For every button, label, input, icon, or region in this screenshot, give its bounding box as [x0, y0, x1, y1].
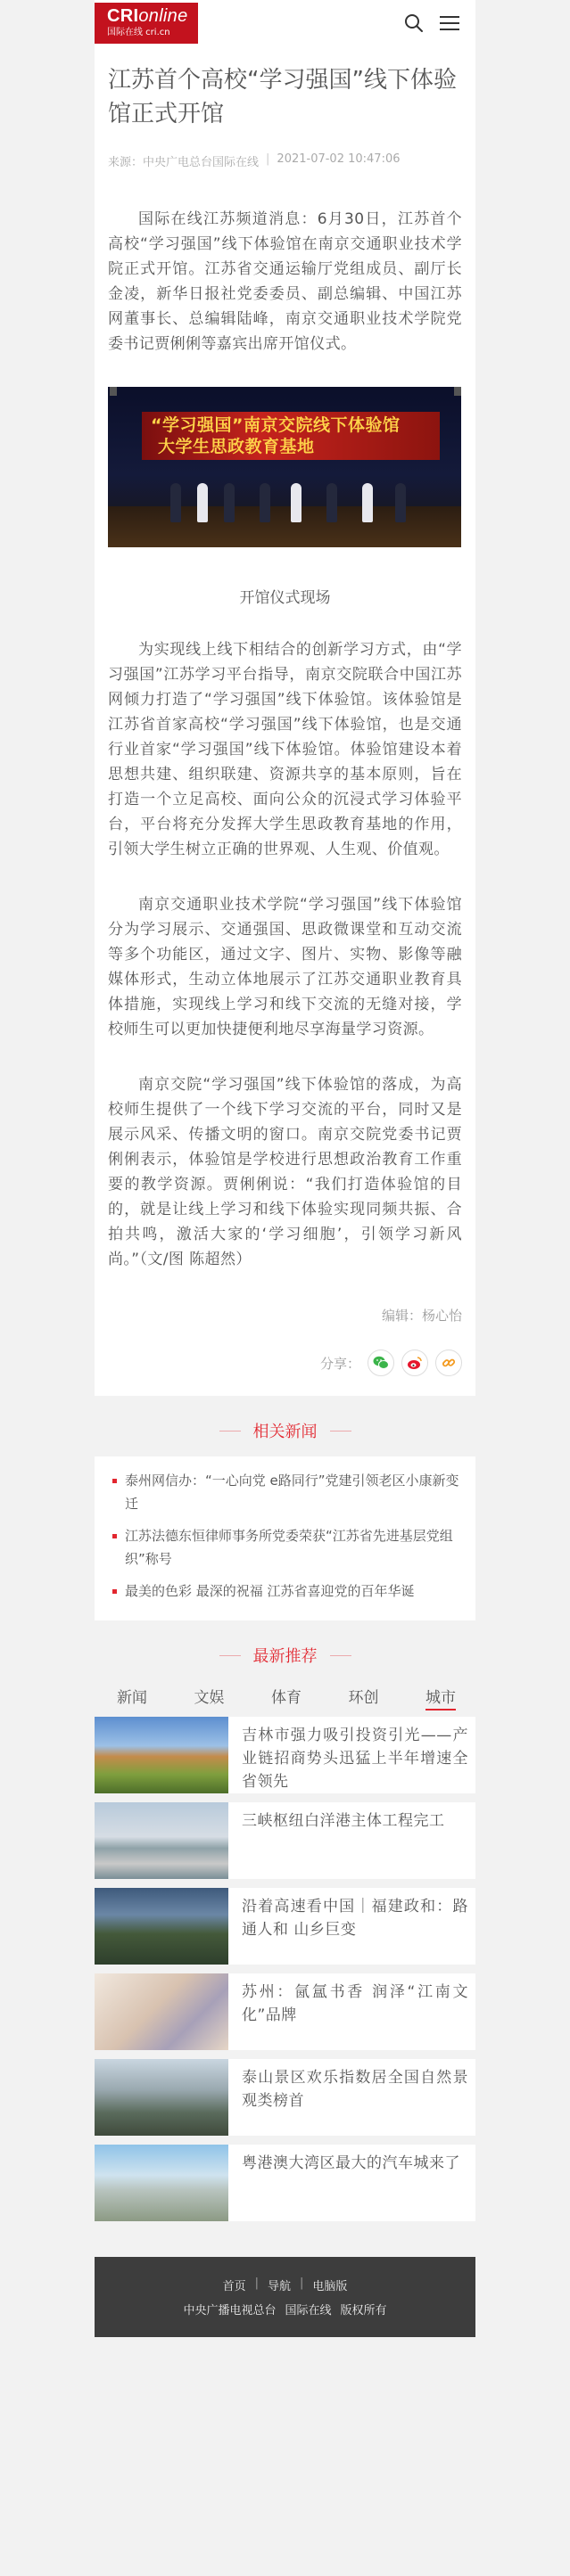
news-thumbnail [95, 2145, 228, 2221]
source-label: 来源：中央广电总台国际在线 [108, 156, 260, 169]
footer-link-desktop[interactable]: 电脑版 [312, 2280, 348, 2293]
news-thumbnail [95, 1973, 228, 2050]
recommend-list [95, 1717, 475, 2221]
recommend-heading: 最新推荐 [95, 1644, 475, 1667]
article-paragraph: 南京交院“学习强国”线下体验馆的落成，为高校师生提供了一个线下学习交流的平台，同时又是展示风采、传播文明的窗口。南京交院党委书记贾俐俐表示，体验馆是学校进行思想政治教育工作重要的教学资源。贾俐俐说：“我们打造体验馆的目的，就是让线上学习和线下体验实现同频共振、合拍共鸣，激活大家的‘学习细胞’，引领学习新风尚。”（文/图 陈超然） [108, 1076, 462, 1268]
photo-caption: 开馆仪式现场 [239, 589, 331, 607]
menu-icon[interactable] [440, 15, 459, 31]
article-paragraph: 南京交通职业技术学院“学习强国”线下体验馆分为学习展示、交通强国、思政微课堂和互动交流等多个功能区，通过文字、图片、实物、影像等融媒体形式，生动立体地展示了江苏交通职业教育具体措施，实现线上学习和线下交流的无缝对接，学校师生可以更加快捷便利地尽享海量学习资源。 [108, 896, 462, 1038]
logo-wordmark: CRIonline [107, 6, 188, 26]
top-bar [95, 0, 475, 45]
tab-environment[interactable]: 环创 [348, 1689, 379, 1707]
news-thumbnail [95, 1802, 228, 1879]
photo-banner-text: “学习强国”南京交院线下体验馆 [151, 415, 401, 435]
news-thumbnail [95, 2059, 228, 2136]
link-icon[interactable] [435, 1350, 462, 1376]
weibo-icon[interactable] [401, 1350, 428, 1376]
publish-time: 2021-07-02 10:47:06 [277, 152, 401, 166]
article-paragraph: 国际在线江苏频道消息：6月30日，江苏首个高校“学习强国”线下体验馆在南京交通职业技术学院正式开馆。江苏省交通运输厅党组成员、副厅长金凌，新华日报社党委委员、副总编辑、中国江苏网董事长、总编辑陆峰，南京交通职业技术学院党委书记贾俐俐等嘉宾出席开馆仪式。 [108, 210, 462, 353]
list-item[interactable] [95, 1888, 475, 1965]
share-label: 分享： [319, 1355, 360, 1372]
article-photo [108, 387, 461, 547]
news-title: 沿着高速看中国｜福建政和：路通人和 山乡巨变 [242, 1898, 468, 1939]
tab-news[interactable]: 新闻 [117, 1689, 147, 1707]
tab-entertainment[interactable]: 文娱 [194, 1689, 225, 1707]
list-item[interactable] [95, 1973, 475, 2050]
article-meta [108, 152, 462, 169]
site-logo[interactable] [95, 3, 198, 44]
footer-separator: | [300, 2277, 304, 2290]
article-title: 江苏首个高校“学习强国”线下体验馆正式开馆 [108, 67, 457, 127]
related-news-heading: 相关新闻 [95, 1419, 475, 1442]
list-item[interactable]: 泰州网信办：“一心向党 e路同行”党建引领老区小康新变迁 [112, 1469, 463, 1515]
related-news-list [95, 1456, 475, 1620]
news-title: 吉林市强力吸引投资引光——产业链招商势头迅猛上半年增速全省领先 [242, 1727, 468, 1791]
list-item[interactable] [95, 2145, 475, 2221]
news-thumbnail [95, 1888, 228, 1965]
footer-link-nav[interactable]: 导航 [267, 2280, 291, 2293]
footer-copyright: 国际在线 [285, 2304, 332, 2318]
page-footer [95, 2257, 475, 2337]
article-paragraph: 为实现线上线下相结合的创新学习方式，由“学习强国”江苏学习平台指导，南京交院联合中国江苏网倾力打造了“学习强国”线下体验馆。该体验馆是江苏省首家高校“学习强国”线下体验馆，也是交通行业首家“学习强国”线下体验馆。体验馆建设本着思想共建、组织联建、资源共享的基本原则，旨在打造一个立足高校、面向公众的沉浸式学习体验平台，平台将充分发挥大学生思政教育基地的作用，引领大学生树立正确的世界观、人生观、价值观。 [108, 641, 462, 858]
wechat-icon[interactable] [368, 1350, 394, 1376]
article-card [95, 45, 475, 1396]
footer-separator: | [254, 2277, 259, 2290]
meta-separator: | [266, 152, 270, 166]
share-bar [108, 1350, 462, 1376]
news-title: 三峡枢纽白洋港主体工程完工 [242, 1812, 445, 1830]
news-title: 泰山景区欢乐指数居全国自然景观类榜首 [242, 2069, 468, 2110]
recommend-tabs [95, 1681, 475, 1717]
tab-city[interactable]: 城市 [425, 1685, 456, 1710]
photo-banner-text: 大学生思政教育基地 [158, 437, 315, 456]
list-item[interactable] [95, 2059, 475, 2136]
footer-copyright: 版权所有 [340, 2304, 387, 2318]
search-icon[interactable] [404, 13, 424, 33]
tab-sports[interactable]: 体育 [271, 1689, 302, 1707]
news-title: 苏州：氤氲书香 润泽“江南文化”品牌 [242, 1983, 468, 2024]
photo-stage [108, 506, 461, 547]
list-item[interactable]: 江苏法德东恒律师事务所党委荣获“江苏省先进基层党组织”称号 [112, 1524, 463, 1571]
news-title: 粤港澳大湾区最大的汽车城来了 [242, 2154, 460, 2172]
footer-link-home[interactable]: 首页 [222, 2280, 246, 2293]
list-item[interactable] [95, 1802, 475, 1879]
news-thumbnail [95, 1717, 228, 1793]
list-item[interactable]: 最美的色彩 最深的祝福 江苏省喜迎党的百年华诞 [112, 1579, 463, 1603]
list-item[interactable] [95, 1717, 475, 1793]
logo-subtitle: 国际在线 cri.cn [107, 28, 170, 37]
article-editor: 编辑：杨心怡 [381, 1308, 462, 1324]
footer-copyright: 中央广播电视总台 [183, 2304, 277, 2318]
